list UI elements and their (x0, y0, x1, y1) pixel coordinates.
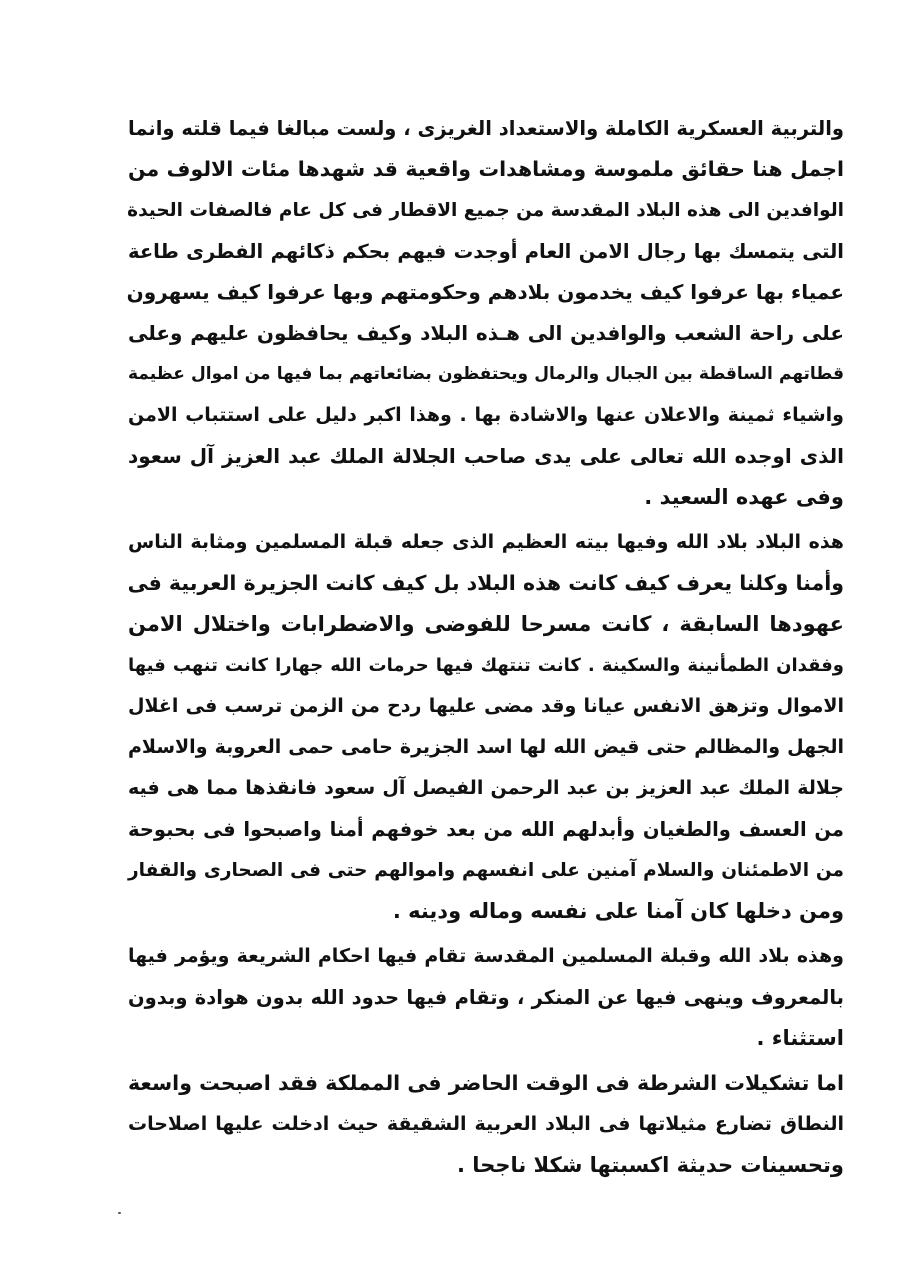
text-line: وتحسينات حديثة اكسبتها شكلا ناجحا . (457, 1153, 844, 1177)
text-line: الوافدين الى هذه البلاد المقدسة من جميع الاقطار فى كل عام فالصفات الحيدة (127, 200, 844, 221)
text-line: من الاطمئنان والسلام آمنين على انفسهم واموالهم حتى فى الصحارى والقفار (128, 860, 844, 881)
text-line: اجمل هنا حقائق ملموسة ومشاهدات واقعية قد شهدها مئات الالوف من (128, 157, 844, 181)
text-line: اما تشكيلات الشرطة فى الوقت الحاضر فى المملكة فقد اصبحت واسعة (128, 1071, 844, 1095)
paragraph-3 (128, 936, 844, 1059)
text-line: الذى اوجده الله تعالى على يدى صاحب الجلالة الملك عبد العزيز آل سعود (128, 444, 844, 468)
text-line: جلالة الملك عبد العزيز بن عبد الرحمن الفيصل آل سعود فانقذها مما هى فيه (128, 777, 844, 799)
text-line: بالمعروف وينهى فيها عن المنكر ، وتقام فيها حدود الله بدون هوادة وبدون (128, 986, 844, 1009)
text-line: وأمنا وكلنا يعرف كيف كانت هذه البلاد بل كيف كانت الجزيرة العربية فى (127, 571, 844, 595)
text-line: النطاق تضارع مثيلاتها فى البلاد العربية الشقيقة حيث ادخلت عليها اصلاحات (128, 1113, 844, 1135)
text-line: هذه البلاد بلاد الله وفيها بيته العظيم الذى جعله قبلة المسلمين ومثابة الناس (128, 531, 844, 553)
text-line: وفقدان الطمأنينة والسكينة . كانت تنتهك فيها حرمات الله جهارا كانت تنهب فيها (128, 655, 844, 676)
text-line: من العسف والطغيان وأبدلهم الله من بعد خوفهم أمنا واصبحوا فى بحبوحة (128, 818, 844, 841)
text-line: وفى عهده السعيد . (644, 485, 844, 509)
text-line: واشياء ثمينة والاعلان عنها والاشادة بها . وهذا اكبر دليل على استتباب الامن (128, 404, 844, 426)
text-line: ومن دخلها كان آمنا على نفسه وماله ودينه . (392, 899, 844, 923)
paragraph-1 (128, 108, 844, 518)
text-line: وهذه بلاد الله وقبلة المسلمين المقدسة تقام فيها احكام الشريعة ويؤمر فيها (128, 945, 844, 967)
text-line: الجهل والمظالم حتى قيض الله لها اسد الجزيرة حامى حمى العروبة والاسلام (128, 736, 844, 758)
text-line: عمياء بها عرفوا كيف يخدمون بلادهم وحكومتهم وبها عرفوا كيف يسهرون (126, 280, 844, 304)
paragraph-4 (128, 1063, 844, 1186)
scan-speck (118, 1212, 121, 1214)
text-line: والتربية العسكرية الكاملة والاستعداد الغريزى ، ولست مبالغا فيما قلته وانما (128, 117, 844, 140)
paragraph-2 (128, 522, 844, 932)
text-line: قطاتهم الساقطة بين الجبال والرمال ويحتفظون بضائعاتهم بما فيها من اموال عظيمة (128, 364, 844, 384)
text-line: عهودها السابقة ، كانت مسرحا للفوضى والاضطرابات واختلال الامن (128, 612, 844, 636)
text-line: التى يتمسك بها رجال الامن العام أوجدت فيهم بحكم ذكائهم الفطرى طاعة (128, 240, 844, 263)
text-line: الاموال وتزهق الانفس عيانا وقد مضى عليها ردح من الزمن ترسب فى اغلال (128, 695, 844, 717)
text-line: على راحة الشعب والوافدين الى هـذه البلاد وكيف يحافظون عليهم وعلى (128, 321, 844, 345)
text-line: استثناء . (756, 1026, 844, 1050)
body-text (128, 108, 844, 1186)
